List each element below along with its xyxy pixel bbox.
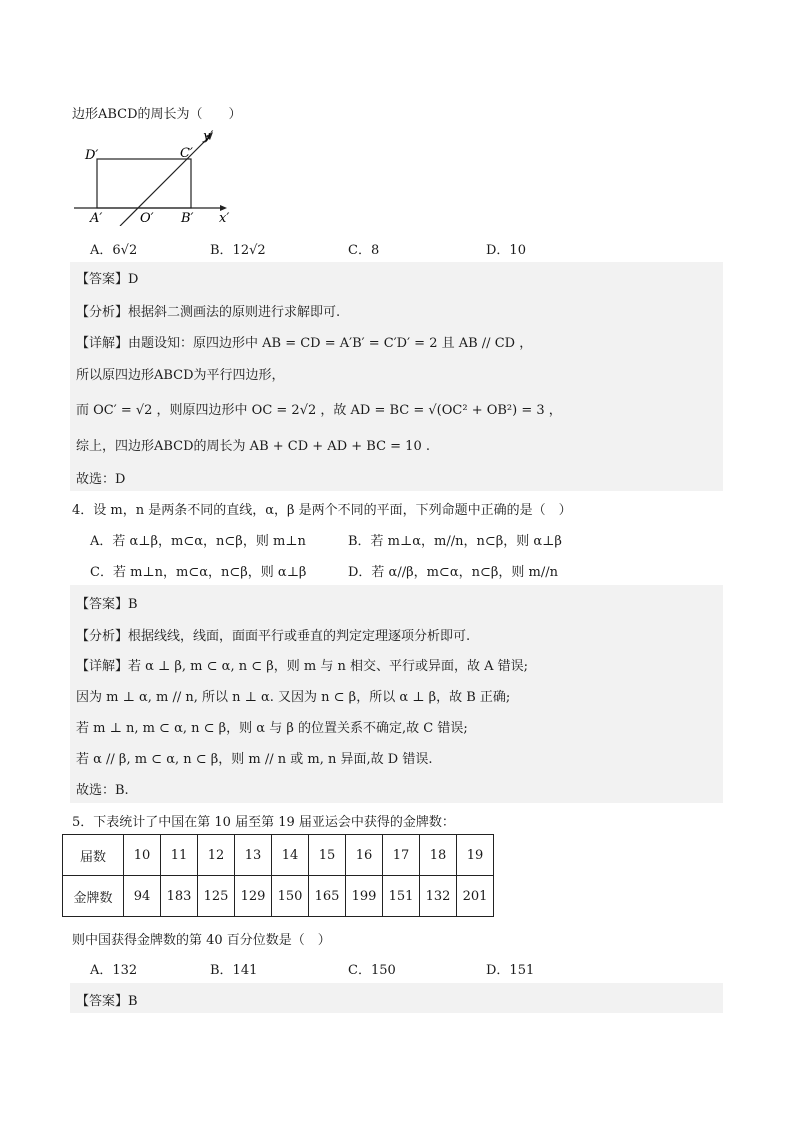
q4-option-d[interactable]: D．若 α//β，m⊂α，n⊂β，则 m//n bbox=[348, 565, 558, 580]
q5-option-b[interactable]: B．141 bbox=[210, 963, 258, 978]
table-cell: 183 bbox=[161, 876, 198, 917]
table-row bbox=[63, 876, 494, 917]
table-cell: 14 bbox=[272, 835, 309, 876]
q3-detail-line: 故选：D bbox=[76, 472, 126, 487]
q4-detail-line: 故选：B. bbox=[76, 783, 129, 798]
table-cell: 12 bbox=[198, 835, 235, 876]
q5-option-d[interactable]: D．151 bbox=[486, 963, 535, 978]
label-x: x′ bbox=[219, 211, 230, 226]
q4-detail-line: 若 α // β, m ⊂ α, n ⊂ β，则 m // n 或 m, n 异面,故 D 错误. bbox=[76, 752, 433, 767]
q5-stem: 5．下表统计了中国在第 10 届至第 19 届亚运会中获得的金牌数： bbox=[72, 815, 455, 830]
q3-answer: 【答案】D bbox=[76, 272, 139, 287]
table-header-cell: 届数 bbox=[63, 835, 124, 876]
q3-detail-line: 【详解】由题设知：原四边形中 AB = CD = A′B′ = C′D′ = 2 且 AB // CD ， bbox=[76, 336, 533, 351]
table-cell: 201 bbox=[457, 876, 494, 917]
table-cell: 165 bbox=[309, 876, 346, 917]
q3-option-c[interactable]: C．8 bbox=[348, 243, 380, 258]
q4-option-a[interactable]: A．若 α⊥β，m⊂α，n⊂β，则 m⊥n bbox=[90, 534, 306, 549]
medal-table bbox=[62, 834, 494, 917]
table-cell: 199 bbox=[346, 876, 383, 917]
q3-detail-line: 而 OC′ = √2 ，则原四边形中 OC = 2√2 ，故 AD = BC = √(OC² + OB²) = 3 ， bbox=[76, 403, 562, 418]
table-cell: 13 bbox=[235, 835, 272, 876]
q3-option-b[interactable]: B．12√2 bbox=[210, 243, 266, 258]
table-cell: 18 bbox=[420, 835, 457, 876]
q5-option-a[interactable]: A．132 bbox=[90, 963, 138, 978]
table-cell: 129 bbox=[235, 876, 272, 917]
q4-analysis: 【分析】根据线线，线面，面面平行或垂直的判定定理逐项分析即可. bbox=[76, 629, 471, 644]
table-cell: 15 bbox=[309, 835, 346, 876]
table-header-cell: 金牌数 bbox=[63, 876, 124, 917]
label-y: y′ bbox=[203, 129, 214, 144]
table-row bbox=[63, 835, 494, 876]
label-d: D′ bbox=[85, 148, 99, 163]
q5-question: 则中国获得金牌数的第 40 百分位数是（ ） bbox=[72, 933, 331, 948]
table-cell: 16 bbox=[346, 835, 383, 876]
q3-option-a[interactable]: A．6√2 bbox=[90, 243, 138, 258]
q5-answer: 【答案】B bbox=[76, 994, 138, 1009]
label-a: A′ bbox=[90, 211, 103, 226]
q3-option-d[interactable]: D．10 bbox=[486, 243, 526, 258]
table-cell: 94 bbox=[124, 876, 161, 917]
q4-option-c[interactable]: C．若 m⊥n，m⊂α，n⊂β，则 α⊥β bbox=[90, 565, 307, 580]
label-c: C′ bbox=[180, 146, 193, 161]
table-cell: 11 bbox=[161, 835, 198, 876]
table-cell: 150 bbox=[272, 876, 309, 917]
label-o: O′ bbox=[140, 211, 154, 226]
table-cell: 10 bbox=[124, 835, 161, 876]
parallelogram-intuitive bbox=[97, 159, 191, 208]
oblique-projection-figure bbox=[70, 126, 240, 226]
label-b: B′ bbox=[181, 211, 194, 226]
q4-stem: 4．设 m，n 是两条不同的直线，α，β 是两个不同的平面，下列命题中正确的是（ ） bbox=[72, 503, 572, 518]
q3-analysis: 【分析】根据斜二测画法的原则进行求解即可. bbox=[76, 305, 341, 320]
table-cell: 132 bbox=[420, 876, 457, 917]
q5-option-c[interactable]: C．150 bbox=[348, 963, 396, 978]
q4-detail-line: 因为 m ⊥ α, m // n, 所以 n ⊥ α. 又因为 n ⊂ β，所以 α ⊥ β，故 B 正确; bbox=[76, 690, 511, 705]
q3-stem-tail: 边形ABCD的周长为（ ） bbox=[72, 107, 242, 122]
q4-option-b[interactable]: B．若 m⊥α，m//n，n⊂β，则 α⊥β bbox=[348, 534, 562, 549]
q4-answer: 【答案】B bbox=[76, 597, 138, 612]
table-cell: 19 bbox=[457, 835, 494, 876]
table-cell: 151 bbox=[383, 876, 420, 917]
y-axis bbox=[120, 136, 210, 226]
q3-detail-line: 综上，四边形ABCD的周长为 AB + CD + AD + BC = 10 . bbox=[76, 439, 430, 454]
q4-detail-line: 【详解】若 α ⊥ β, m ⊂ α, n ⊂ β，则 m 与 n 相交、平行或异面，故 A 错误; bbox=[76, 659, 529, 674]
q4-detail-line: 若 m ⊥ n, m ⊂ α, n ⊂ β，则 α 与 β 的位置关系不确定,故 C 错误; bbox=[76, 721, 468, 736]
q5-solution-box bbox=[70, 983, 723, 1013]
q3-detail-line: 所以原四边形ABCD为平行四边形， bbox=[76, 368, 285, 383]
table-cell: 125 bbox=[198, 876, 235, 917]
table-cell: 17 bbox=[383, 835, 420, 876]
